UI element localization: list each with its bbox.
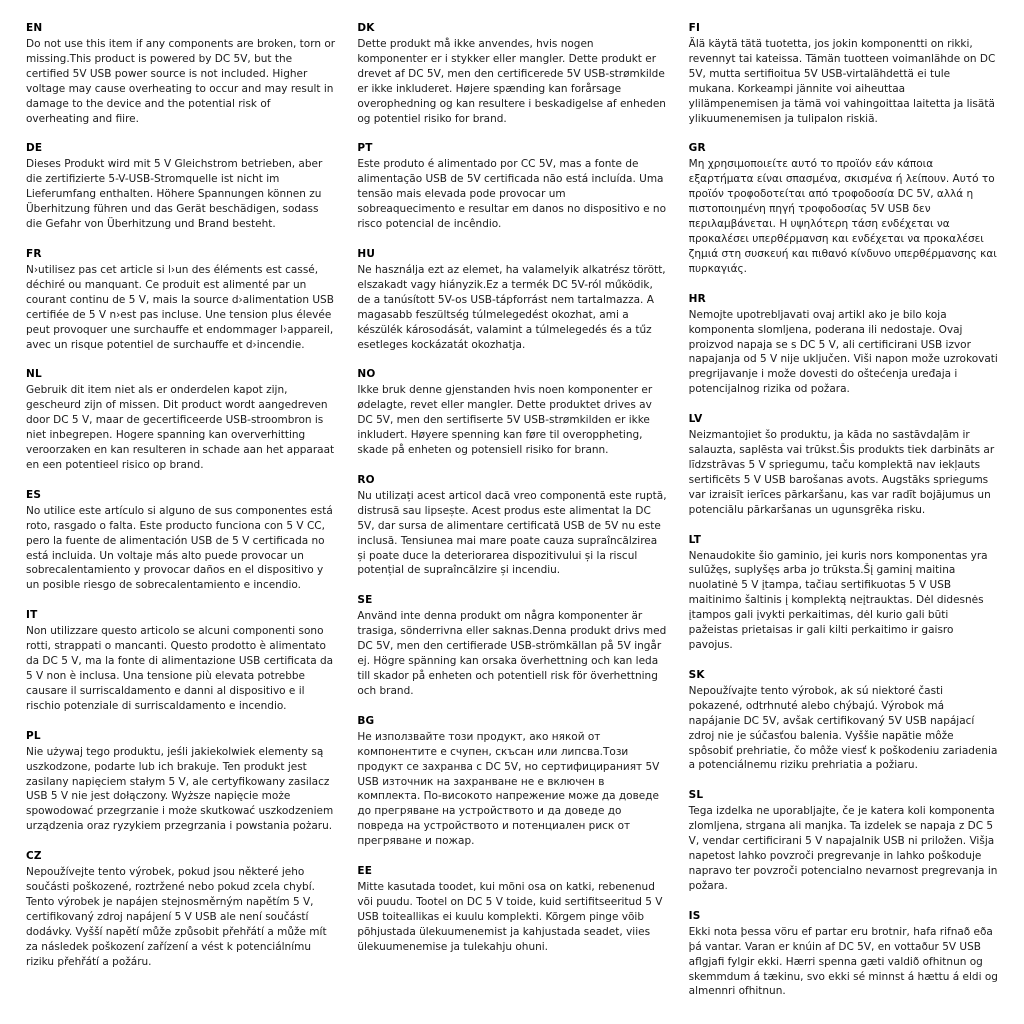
- language-code: EN: [26, 22, 43, 34]
- language-column-2: [357, 22, 670, 971]
- language-code: PL: [26, 729, 41, 742]
- language-entry: [357, 142, 670, 232]
- language-text: Nepoužívajte tento výrobok, ak sú niektoré časti pokazené, odtrhnuté alebo chýbajú. Výrobok má napájanie DC 5V, avšak certifikovaný 5V USB napájací zdroj nie je súčasťou balenia. Vyššie napätie môže spôsobiť prehriatie, čo môže viesť k poškodeniu zariadenia a potenciálnemu riziku prehriatia a požiaru.: [688, 684, 1001, 772]
- language-text: Dette produkt må ikke anvendes, hvis nogen komponenter er i stykker eller mangler. Dette produkt er drevet af DC 5V, men den certificerede 5V USB-strømkilde er ikke inkluderet. Højere spænding kan forårsage overophedning og kan resultere i beskadigelse af enheden og potentiel risiko for brand.: [357, 38, 670, 125]
- language-text: Ne használja ezt az elemet, ha valamelyik alkatrész törött, elszakadt vagy hiányzik.Ez a termék DC 5V-ról működik, de a tanúsított 5V-os USB-tápforrást nem tartalmazza. A magasabb feszültség túlmelegedést okozhat, ami a készülék károsodását, valamint a túlmelegedés és a tűz esetleges kockázatát okozhatja.: [357, 263, 669, 351]
- language-text: Tega izdelka ne uporabljajte, če je katera koli komponenta zlomljena, strgana ali manjka. Ta izdelek se napaja z DC 5 V, vendar certificirani 5 V napajalnik USB ni priložen. Višja napetost lahko povzroči pregrevanje in lahko poškoduje napravo ter povzroči potencialno nevarnost pregrevanja in požara.: [688, 805, 1001, 892]
- language-code: BG: [357, 714, 375, 727]
- language-code: PT: [357, 142, 373, 155]
- language-code: IT: [26, 609, 38, 622]
- language-text: Älä käytä tätä tuotetta, jos jokin komponentti on rikki, revennyt tai kateissa. Tämän tuotteen voimanlähde on DC 5V, mutta sertifioitua 5V USB-virtalähdettä ei tule mukana. Korkeampi jännite voi aiheuttaa ylilämpenemisen ja tämä voi vahingoittaa laitetta ja lisätä ylikuumenemisen ja tulipalon riskiä.: [688, 38, 999, 125]
- language-code: SL: [688, 789, 704, 802]
- language-entry: [26, 368, 338, 472]
- language-code: HU: [357, 247, 376, 260]
- language-entry: [26, 609, 335, 713]
- language-code: SK: [688, 668, 705, 681]
- language-entry: [688, 142, 1001, 276]
- language-text: Nemojte upotrebljavati ovaj artikl ako je bilo koja komponenta slomljena, poderana ili nedostaje. Ovaj proizvod napaja se s DC 5 V, ali certificirani USB izvor napajanja od 5 V nije uključen. Viši napon može uzrokovati pregrijavanje i može dovesti do oštećenja uređaja i potencijalnog rizika od požara.: [688, 308, 1002, 396]
- language-text: Nenaudokite šio gaminio, jei kuris nors komponentas yra sulūžęs, suplyšęs arba jo trūksta.Šį gaminį maitina nuolatinė 5 V įtampa, tačiau sertifikuotas 5 V USB maitinimo šaltinis į komplektą neįtrauktas. Dėl didesnės įtampos gali įvykti perkaitimas, dėl kurio gali būti pažeistas prietaisas ir gali kilti perkaitimo ir gaisro pavojus.: [688, 549, 991, 651]
- language-code: SE: [357, 594, 373, 607]
- language-entry: [26, 142, 335, 232]
- language-entry: [26, 247, 338, 352]
- language-code: FR: [26, 247, 42, 260]
- language-code: NL: [26, 368, 42, 381]
- language-entry: [688, 789, 1001, 893]
- language-entry: [357, 473, 670, 578]
- language-code: HR: [688, 292, 706, 305]
- language-code: NO: [357, 368, 376, 381]
- language-code: DE: [26, 142, 43, 155]
- language-entry: [357, 368, 666, 458]
- language-entry: [689, 534, 998, 653]
- language-code: EE: [357, 865, 373, 878]
- language-entry: [689, 22, 998, 126]
- language-entry: [357, 715, 666, 849]
- language-entry: [357, 247, 669, 352]
- language-entry: [689, 413, 998, 517]
- language-entry: [688, 909, 1002, 1000]
- language-text: Nu utilizați acest articol dacă vreo componentă este ruptă, distrusă sau lipsește. Acest produs este alimentat la DC 5V, dar sursa de alimentare certificată USB de 5V nu este inclusă. Tensiunea mai mare poate cauza supraîncălzirea și poate duce la deteriorarea dispozitivului și la riscul potențial de supraîncălzire și incendiu.: [357, 489, 670, 577]
- language-text: Non utilizzare questo articolo se alcuni componenti sono rotti, strappati o mancanti. Questo prodotto è alimentato da DC 5 V, ma la fonte di alimentazione USB certificata da 5 V non è inclusa. Una tensione più elevata potrebbe causare il surriscaldamento e danni al dispositivo e il rischio potenziale di surriscaldamento e incendio.: [26, 625, 337, 712]
- language-entry: [357, 594, 670, 698]
- language-text: Neizmantojiet šo produktu, ja kāda no sastāvdaļām ir salauzta, saplēsta vai trūkst.Šis produkts tiek darbināts ar līdzstrāvas 5 V spriegumu, taču komplektā nav iekļauts sertificēts 5 V USB barošanas avots. Augstāks spriegums var izraisīt ierīces pārkaršanu, kas var radīt bojājumus un potenciālu pārkaršanas un ugunsgrēka risku.: [688, 429, 998, 516]
- language-entry: [357, 22, 670, 126]
- language-code: GR: [688, 142, 706, 155]
- language-text: Nie używaj tego produktu, jeśli jakiekolwiek elementy są uszkodzone, podarte lub ich brakuje. Ten produkt jest zasilany napięciem stałym 5 V, ale certyfikowany zasilacz USB 5 V nie jest dołączony. Wyższe napięcie może spowodować przegrzanie i może skutkować uszkodzeniem urządzenia oraz ryzykiem przegrzania i powstania pożaru.: [26, 745, 337, 833]
- language-text: No utilice este artículo si alguno de sus componentes está roto, rasgado o falta. Este producto funciona con 5 V CC, pero la fuente de alimentación USB de 5 V certificada no está incluida. Un voltaje más alto puede provocar un sobrecalentamiento y provocar daños en el dispositivo y un posible riesgo de sobrecalentamiento e incendio.: [26, 504, 337, 592]
- language-code: LT: [688, 533, 702, 546]
- language-text: Ekki nota þessa vöru ef partar eru brotnir, hafa rifnað eða þá vantar. Varan er knúin af DC 5V, en vottaður 5V USB aflgjafi fylgir ekki. Hærri spenna gæti valdið ofhitnun og skemmdum á tækinu, svo ekki sé minnst á hættu á eldi og almennri ofhitnun.: [688, 925, 1002, 998]
- language-code: ES: [26, 488, 42, 501]
- language-text: Gebruik dit item niet als er onderdelen kapot zijn, gescheurd zijn of missen. Dit product wordt aangedreven door DC 5 V, maar de gecertificeerde USB-stroombron is niet inbegrepen. Hogere spanning kan oververhitting veroorzaken en kan resulteren in schade aan het apparaat en een potentieel risico op brand.: [26, 384, 338, 471]
- language-code: CZ: [26, 850, 42, 863]
- language-code: FI: [688, 22, 701, 34]
- language-code: LV: [688, 413, 703, 426]
- language-text: Μη χρησιμοποιείτε αυτό το προϊόν εάν κάποια εξαρτήματα είναι σπασμένα, σκισμένα ή λείπουν. Αυτό το προϊόν τροφοδοτείται από τροφοδοσία DC 5V, αλλά η πιστοποιημένη πηγή τροφοδοσίας 5V USB δεν περιλαμβάνεται. Η υψηλότερη τάση ενδέχεται να προκαλέσει υπερθέρμανση και ενδέχεται να προκαλέσει ζημιά στη συσκευή και πιθανό κίνδυνο υπερθέρμανσης και πυρκαγιάς.: [688, 158, 1001, 275]
- language-code: IS: [688, 909, 701, 922]
- language-entry: [26, 730, 335, 834]
- language-text: Ikke bruk denne gjenstanden hvis noen komponenter er ødelagte, revet eller mangler. Dette produktet drives av DC 5V, men den sertifiserte 5V USB-strømkilden er ikke inkludert. Høyere spenning kan føre til overoppheting, skade på enheten og potensiell risiko for brann.: [357, 384, 656, 457]
- language-entry: [26, 489, 335, 593]
- language-code: RO: [357, 473, 375, 486]
- language-text: Nepoužívejte tento výrobek, pokud jsou některé jeho součásti poškozené, roztržené nebo pokud zcela chybí. Tento výrobek je napájen stejnosměrným napětím 5 V, certifikovaný zdroj napájení 5 V USB ale není součástí dodávky. Vyšší napětí může způsobit přehřátí a může mít za následek poškození zařízení a vést k potenciálnímu riziku přehřátí a požáru.: [26, 866, 330, 968]
- language-text: Mitte kasutada toodet, kui mõni osa on katki, rebenenud või puudu. Tootel on DC 5 V toide, kuid sertifitseeritud 5 V USB toiteallikas ei kuulu komplekti. Kõrgem pinge võib põhjustada ülekuumenemist ja kahjustada seadet, viies ülekuumenemise ja tulekahju ohuni.: [357, 881, 666, 953]
- language-column-3: [688, 22, 1002, 1015]
- language-code: DK: [357, 22, 375, 34]
- language-text: Не използвайте този продукт, ако някой от компонентите е счупен, скъсан или липсва.Този продукт се захранва с DC 5V, но сертифицираният 5V USB източник на захранване не е включен в комплекта. По-високото напрежение може да доведе до прегряване на устройството и да доведе до повреда на устройството и потенциален риск от прегряване и пожар.: [357, 730, 663, 848]
- language-entry: [688, 292, 1002, 397]
- language-text: N›utilisez pas cet article si l›un des éléments est cassé, déchiré ou manquant. Ce produit est alimenté par un courant continu de 5 V, mais la source d›alimentation USB certifiée de 5 V n›est pas incluse. Une tension plus élevée peut provoquer une surchauffe et endommager l›appareil, avec un risque potentiel de surchauffe et d›incendie.: [26, 263, 338, 351]
- language-entry: [688, 668, 1001, 773]
- language-text: Använd inte denna produkt om några komponenter är trasiga, sönderrivna eller saknas.Denna produkt drivs med DC 5V, men den certifierade USB-strömkällan på 5V ingår ej. Högre spänning kan orsaka överhettning och kan leda till skador på enheten och potentiell risk för överhettning och brand.: [357, 610, 670, 697]
- language-text: Do not use this item if any components are broken, torn or missing.This product is powered by DC 5V, but the certified 5V USB power source is not included. Higher voltage may cause overheating to occur and may result in damage to the device and the potential risk of overheating and fiire.: [26, 38, 339, 125]
- language-entry: [357, 865, 666, 955]
- language-column-1: [26, 22, 339, 986]
- language-text: Este produto é alimentado por CC 5V, mas a fonte de alimentação USB de 5V certificada não está incluída. Uma tensão mais elevada pode provocar um sobreaquecimento e resultar em danos no dispositivo e no risco potencial de incêndio.: [357, 158, 670, 231]
- language-entry: [26, 22, 339, 126]
- language-text: Dieses Produkt wird mit 5 V Gleichstrom betrieben, aber die zertifizierte 5-V-USB-Stromquelle ist nicht im Lieferumfang enthalten. Höhere Spannungen können zu Überhitzung führen und das Gerät beschädigen, sodass die Gefahr von Überhitzung und Brand besteht.: [26, 158, 326, 231]
- language-entry: [26, 850, 335, 969]
